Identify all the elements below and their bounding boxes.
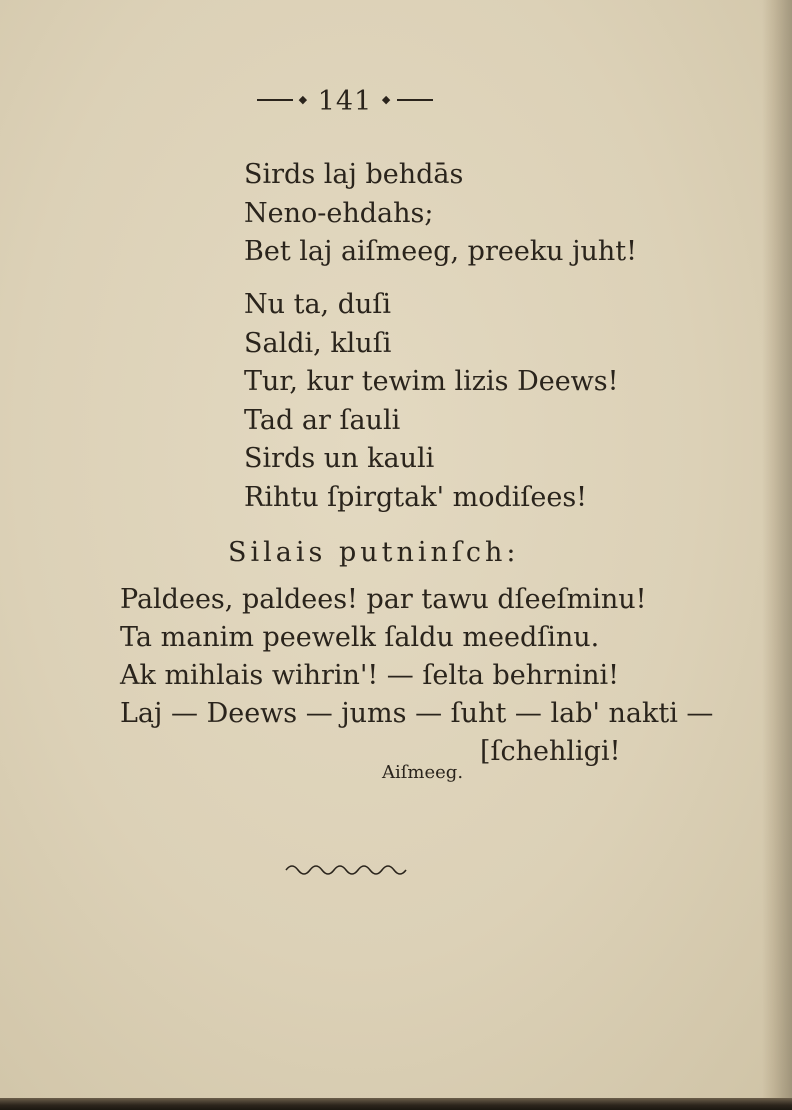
poem-line: Tur, kur tewim lizis Deews! (244, 366, 619, 397)
poem-line: Ta manim peewelk ſaldu meedſinu. (120, 622, 600, 653)
header-rule-left (257, 99, 293, 101)
poem-line: Rihtu ſpirgtak' modiſees! (244, 482, 588, 513)
header-rule-right (397, 99, 433, 101)
poem-line: Bet laj aiſmeeg, preeku juht! (244, 236, 638, 267)
poem-line: Laj — Deews — jums — ſuht — lab' nakti — (120, 698, 714, 729)
poem-line: Sirds un kauli (244, 443, 435, 474)
poem-line: Ak mihlais wihrin'! — ſelta behrnini! (120, 660, 619, 691)
page-bottom-edge (0, 1098, 792, 1110)
signature: Aiſmeeg. (382, 762, 464, 783)
poem-line: Nu ta, duſi (244, 289, 392, 320)
poem-line-continuation: [ſchehligi! (480, 736, 621, 767)
page-edge-shadow (762, 0, 792, 1110)
diamond-icon: ◆ (298, 93, 309, 106)
diamond-icon: ◆ (381, 93, 392, 106)
poem-line: Paldees, paldees! par tawu dſeeſminu! (120, 584, 647, 615)
poem-line: Neno-ehdahs; (244, 198, 434, 229)
page-header (0, 86, 690, 117)
poem-line: Sirds laj behdās (244, 159, 464, 190)
page-number: 141 (317, 86, 373, 117)
section-heading: Silais putninſch: (228, 537, 520, 568)
poem-line: Tad ar ſauli (244, 405, 401, 436)
poem-line: Saldi, kluſi (244, 328, 392, 359)
wave-ornament-icon (284, 858, 414, 878)
